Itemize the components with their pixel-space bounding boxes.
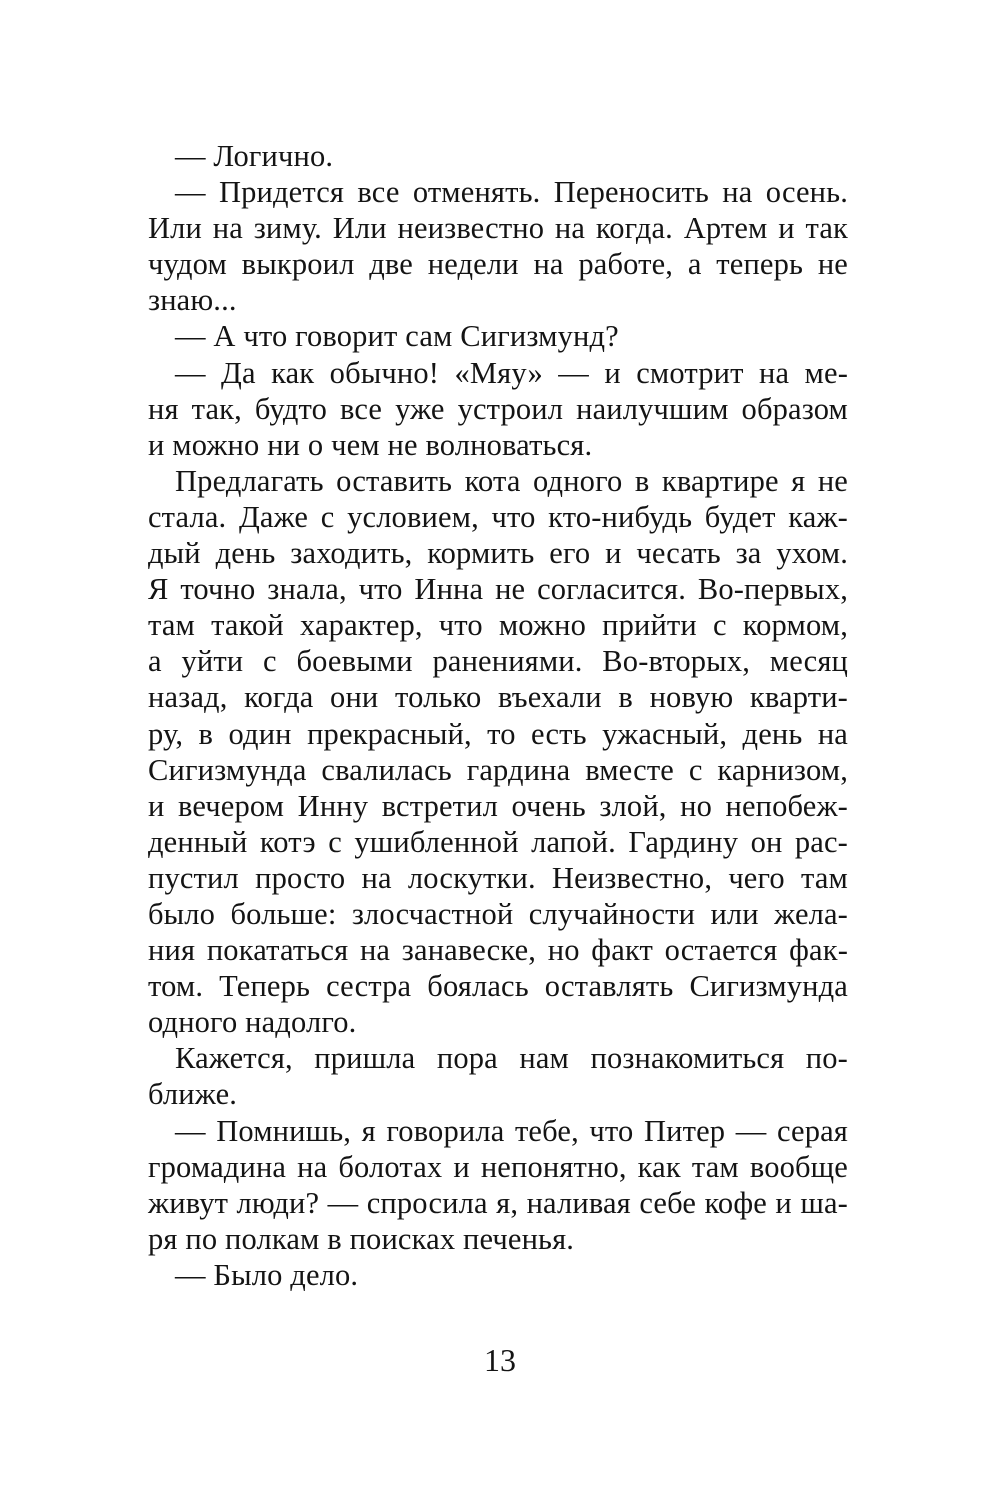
text-line: ру, в один прекрасный, то есть ужасный, день на: [148, 716, 848, 751]
text-line: знаю...: [148, 283, 237, 318]
text-line: громадина на болотах и непонятно, как там вообще: [148, 1149, 848, 1184]
text-line: Кажется, пришла пора нам познакомиться по-: [175, 1041, 848, 1076]
text-line: чудом выкроил две недели на работе, а теперь не: [148, 247, 848, 282]
text-line: ня так, будто все уже устроил наилучшим образом: [148, 391, 848, 426]
text-line: ния покататься на занавеске, но факт остается фак-: [148, 933, 848, 968]
text-line: — А что говорит сам Сигизмунд?: [175, 319, 619, 354]
text-line: живут люди? — спросила я, наливая себе кофе и ша-: [148, 1185, 848, 1220]
text-line: там такой характер, что можно прийти с кормом,: [148, 608, 848, 643]
text-line: Или на зиму. Или неизвестно на когда. Артем и так: [148, 211, 848, 246]
text-line: ближе.: [148, 1077, 238, 1112]
text-line: было больше: злосчастной случайности или жела-: [148, 896, 848, 931]
text-line: дый день заходить, кормить его и чесать за ухом.: [148, 536, 848, 571]
text-line: одного надолго.: [148, 1005, 357, 1040]
text-line: — Было дело.: [175, 1257, 359, 1292]
text-line: — Логично.: [175, 139, 334, 173]
text-line: Предлагать оставить кота одного в квартире я не: [175, 463, 848, 498]
text-line: а уйти с боевыми ранениями. Во-вторых, месяц: [148, 644, 848, 679]
page-number: 13: [484, 1342, 516, 1378]
text-line: и можно ни о чем не волноваться.: [148, 427, 593, 462]
text-line: — Помнишь, я говорила тебе, что Питер — серая: [175, 1113, 848, 1148]
text-line: пустил просто на лоскутки. Неизвестно, чего там: [148, 860, 848, 895]
text-line: денный котэ с ушибленной лапой. Гардину он рас-: [148, 824, 848, 859]
body-text: [148, 138, 848, 1293]
text-line: Сигизмунда свалилась гардина вместе с карнизом,: [148, 752, 848, 787]
text-line: назад, когда они только въехали в новую кварти-: [148, 680, 848, 715]
text-line: и вечером Инну встретил очень злой, но непобеж-: [148, 788, 848, 823]
text-line: Я точно знала, что Инна не согласится. Во-первых,: [148, 572, 848, 607]
text-line: ря по полкам в поисках печенья.: [148, 1221, 575, 1256]
text-line: — Придется все отменять. Переносить на осень.: [175, 175, 848, 210]
text-line: — Да как обычно! «Мяу» — и смотрит на ме-: [175, 355, 848, 390]
text-line: том. Теперь сестра боялась оставлять Сигизмунда: [148, 969, 848, 1004]
text-line: стала. Даже с условием, что кто-нибудь будет каж-: [148, 499, 848, 534]
